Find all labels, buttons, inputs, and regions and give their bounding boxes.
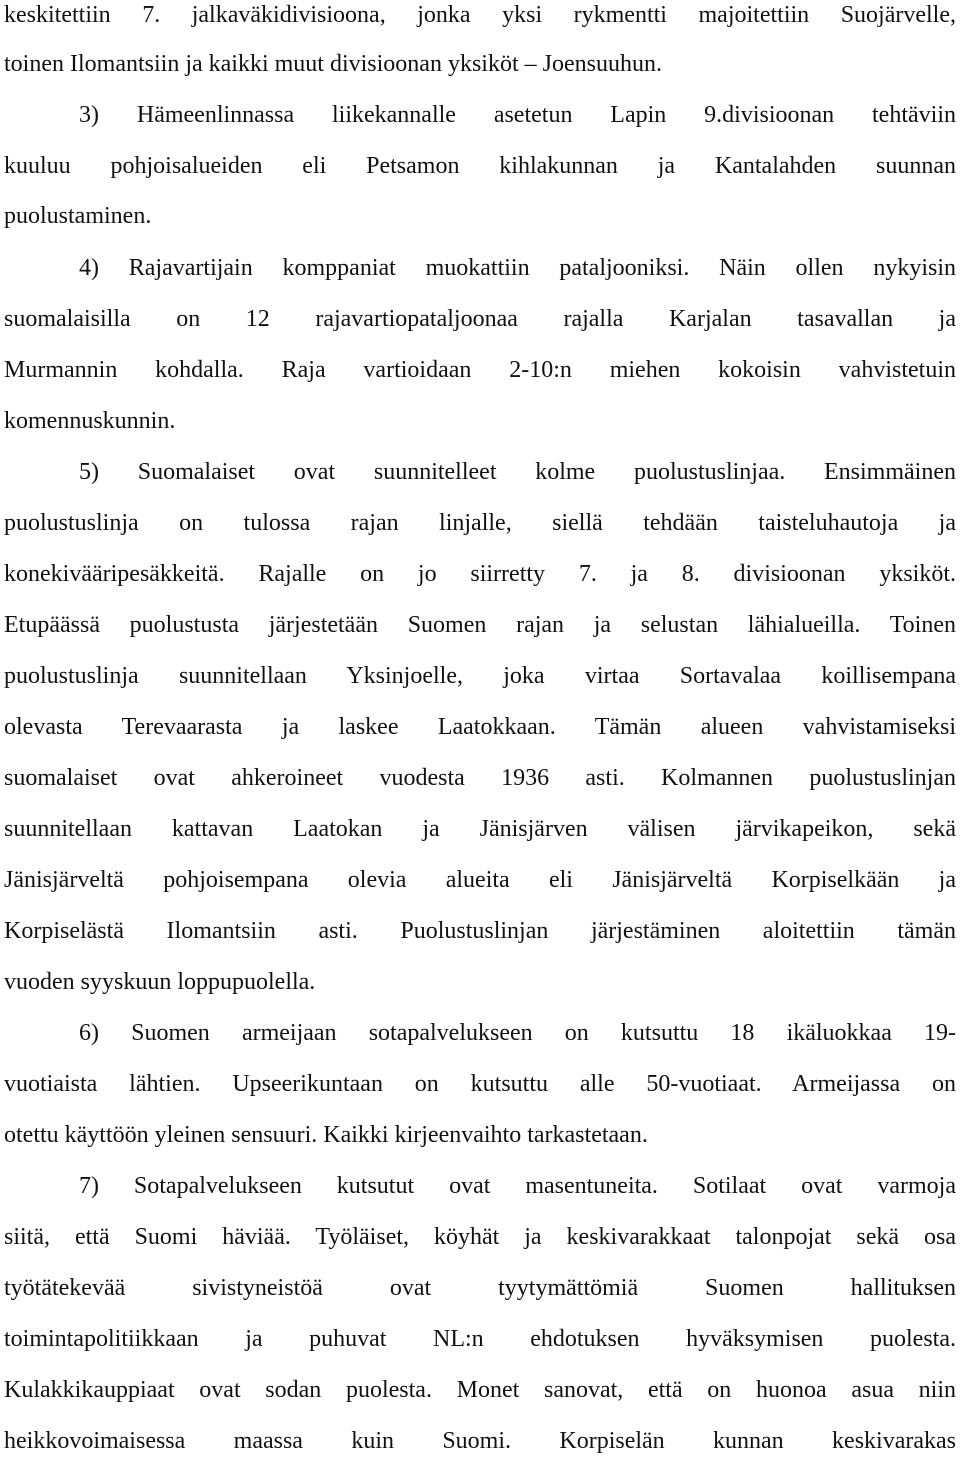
text-line: Etupäässä puolustusta järjestetään Suomen rajan ja selustan lähialueilla. Toinen xyxy=(4,612,956,638)
text-line: Murmannin kohdalla. Raja vartioidaan 2-10:n miehen kokoisin vahvistetuin xyxy=(4,357,956,383)
text-line: suomalaiset ovat ahkeroineet vuodesta 1936 asti. Kolmannen puolustuslinjan xyxy=(4,765,956,791)
text-line: Kulakkikauppiaat ovat sodan puolesta. Monet sanovat, että on huonoa asua niin xyxy=(4,1377,956,1403)
text-line: otettu käyttöön yleinen sensuuri. Kaikki kirjeenvaihto tarkastetaan. xyxy=(4,1122,648,1148)
text-line: olevasta Terevaarasta ja laskee Laatokkaan. Tämän alueen vahvistamiseksi xyxy=(4,714,956,740)
text-line: 5) Suomalaiset ovat suunnitelleet kolme puolustuslinjaa. Ensimmäinen xyxy=(79,459,956,485)
text-line: 4) Rajavartijain komppaniat muokattiin pataljooniksi. Näin ollen nykyisin xyxy=(79,255,956,281)
text-line: 6) Suomen armeijaan sotapalvelukseen on kutsuttu 18 ikäluokkaa 19- xyxy=(79,1020,956,1046)
text-line: puolustaminen. xyxy=(4,203,152,229)
text-line: Korpiselästä Ilomantsiin asti. Puolustuslinjan järjestäminen aloitettiin tämän xyxy=(4,918,956,944)
text-line: 7) Sotapalvelukseen kutsutut ovat masentuneita. Sotilaat ovat varmoja xyxy=(79,1173,956,1199)
text-line: puolustuslinja suunnitellaan Yksinjoelle, joka virtaa Sortavalaa koillisempana xyxy=(4,663,956,689)
text-line: Jänisjärveltä pohjoisempana olevia alueita eli Jänisjärveltä Korpiselkään ja xyxy=(4,867,956,893)
text-line: toinen Ilomantsiin ja kaikki muut divisioonan yksiköt – Joensuuhun. xyxy=(4,51,662,77)
text-line: konekivääripesäkkeitä. Rajalle on jo siirretty 7. ja 8. divisioonan yksiköt. xyxy=(4,561,956,587)
text-line: keskitettiin 7. jalkaväkidivisioona, jonka yksi rykmentti majoitettiin Suojärvelle, xyxy=(4,2,956,28)
text-line: vuoden syyskuun loppupuolella. xyxy=(4,969,316,995)
text-line: puolustuslinja on tulossa rajan linjalle, siellä tehdään taisteluhautoja ja xyxy=(4,510,956,536)
text-line: kuuluu pohjoisalueiden eli Petsamon kihlakunnan ja Kantalahden suunnan xyxy=(4,153,956,179)
text-line: siitä, että Suomi häviää. Työläiset, köyhät ja keskivarakkaat talonpojat sekä osa xyxy=(4,1224,956,1250)
text-line: 3) Hämeenlinnassa liikekannalle asetetun Lapin 9.divisioonan tehtäviin xyxy=(79,102,956,128)
text-line: työtätekevää sivistyneistöä ovat tyytymättömiä Suomen hallituksen xyxy=(4,1275,956,1301)
text-line: toimintapolitiikkaan ja puhuvat NL:n ehdotuksen hyväksymisen puolesta. xyxy=(4,1326,956,1352)
text-line: suunnitellaan kattavan Laatokan ja Jänisjärven välisen järvikapeikon, sekä xyxy=(4,816,956,842)
text-line: heikkovoimaisessa maassa kuin Suomi. Korpiselän kunnan keskivarakas xyxy=(4,1428,956,1454)
text-line: komennuskunnin. xyxy=(4,408,176,434)
text-line: vuotiaista lähtien. Upseerikuntaan on kutsuttu alle 50-vuotiaat. Armeijassa on xyxy=(4,1071,956,1097)
text-line: suomalaisilla on 12 rajavartiopataljoonaa rajalla Karjalan tasavallan ja xyxy=(4,306,956,332)
